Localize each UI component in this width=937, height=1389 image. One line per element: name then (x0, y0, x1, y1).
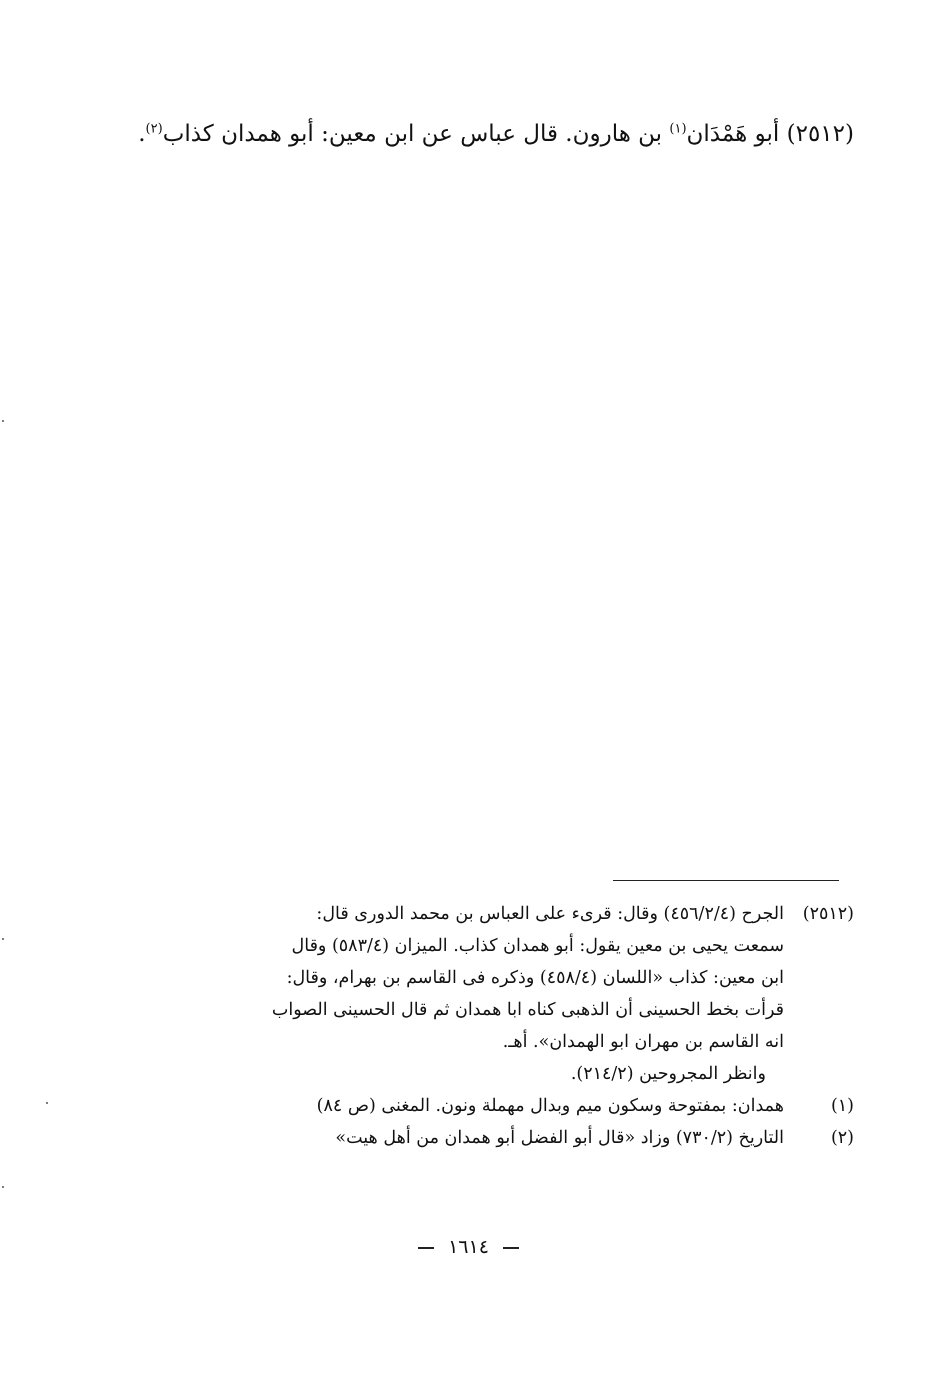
footnote-ref-2[interactable]: (٢) (145, 121, 163, 137)
scan-speck (46, 1102, 48, 1104)
entry-text: بن هارون. قال عباس عن ابن معين: أبو همدان كذاب (162, 121, 663, 147)
entry-name: أبو هَمْدَان (686, 121, 780, 147)
footnote-2-text: التاريخ (٧٣٠/٢) وزاد «قال أبو الفضل أبو همدان من أهل هيت» (335, 1128, 784, 1148)
footnote-main-text (104, 898, 784, 1090)
page-number-dash (418, 1247, 434, 1249)
footnote-main-line: سمعت يحيى بن معين يقول: أبو همدان كذاب. الميزان (٥٨٣/٤) وقال (291, 936, 784, 956)
main-entry (104, 112, 854, 156)
scan-speck (2, 938, 4, 940)
entry-end: . (138, 121, 146, 147)
entry-number: (٢٥١٢) (786, 121, 854, 147)
scan-speck (2, 1186, 4, 1188)
footnote-main-line: انه القاسم بن مهران ابو الهمدان». أهـ. (502, 1032, 784, 1052)
footnotes (104, 898, 854, 1154)
footnote-main-line: قرأت بخط الحسينى أن الذهبى كناه ابا همدان ثم قال الحسينى الصواب (271, 1000, 784, 1020)
footnote-main (104, 898, 854, 1090)
page-number: ١٦١٤ (448, 1236, 489, 1258)
footnote-main-line: الجرح (٤٥٦/٢/٤) وقال: قرىء على العباس بن محمد الدورى قال: (316, 904, 784, 924)
footnote-rule (613, 880, 839, 881)
scan-speck (2, 420, 4, 422)
footnote-2-number: (٢) (830, 1128, 854, 1148)
footnote-main-line: ابن معين: كذاب «اللسان (٤٥٨/٤) وذكره فى القاسم بن بهرام، وقال: (286, 968, 784, 988)
footnote-1-number: (١) (830, 1096, 854, 1116)
footnote-main-extra: وانظر المجروحين (٢١٤/٢). (570, 1064, 766, 1084)
footnote-ref-1[interactable]: (١) (669, 121, 687, 137)
footnote-1-text: همدان: بمفتوحة وسكون ميم وبدال مهملة ونون. المغنى (ص ٨٤) (316, 1096, 784, 1116)
footnote-2 (104, 1122, 854, 1154)
page-number-dash (503, 1247, 519, 1249)
footnote-1 (104, 1090, 854, 1122)
page-number-container (0, 1236, 937, 1258)
footnote-main-number: (٢٥١٢) (802, 904, 854, 924)
